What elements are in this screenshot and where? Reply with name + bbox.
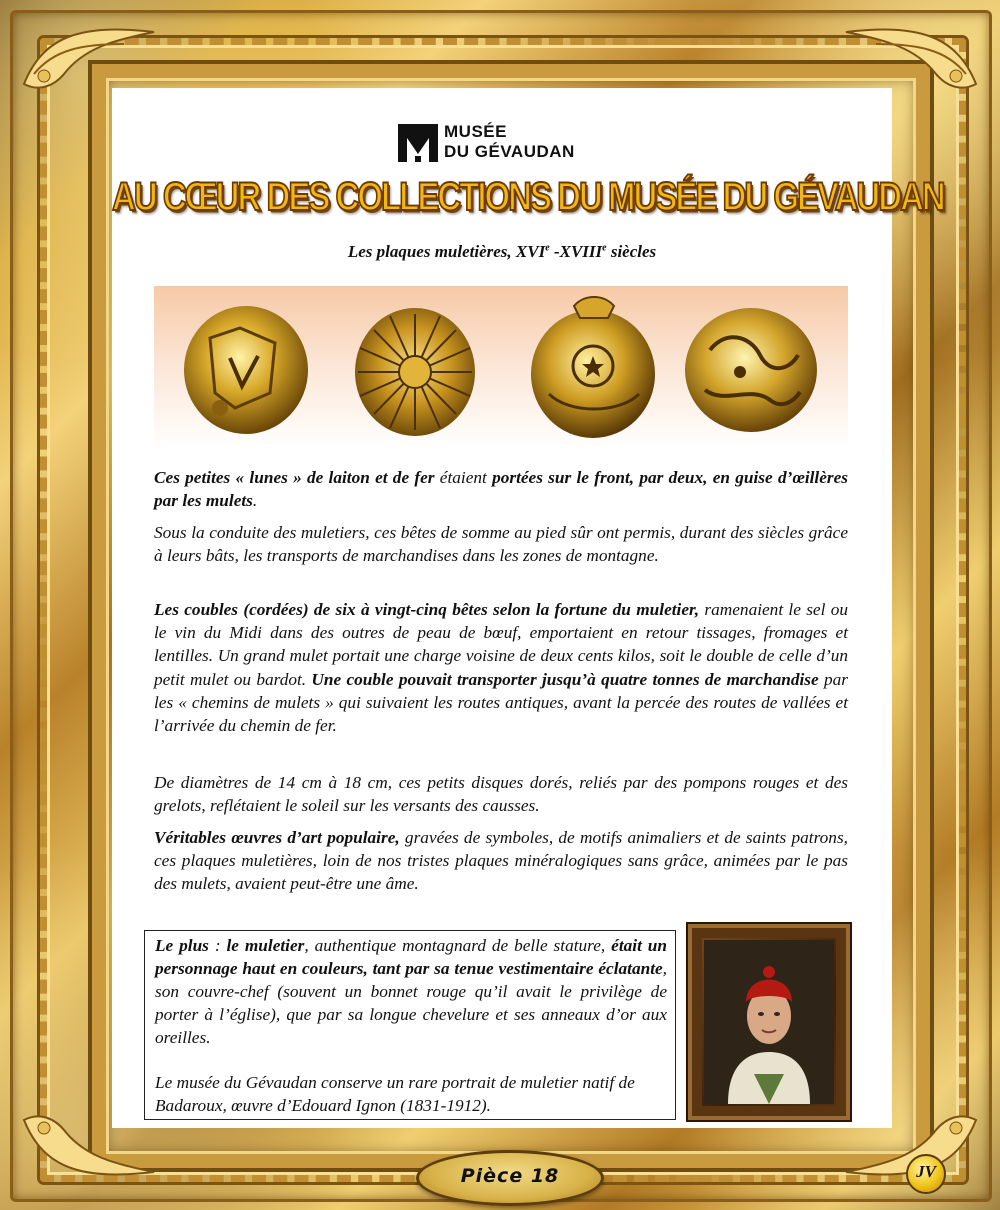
box-text-3: , son couvre-chef (souvent un bonnet rouge qu’il avait le privilège de porter à l’église), que par sa longue chevelure et ses anneaux d’or aux oreilles. — [155, 959, 667, 1047]
paragraph-1 — [154, 466, 848, 512]
plate-image-3 — [524, 294, 662, 442]
highlight-box — [144, 930, 676, 1120]
museum-logo-icon — [398, 124, 438, 162]
paragraph-3 — [154, 598, 848, 737]
box-bold-2: le muletier — [226, 936, 305, 955]
subtitle-sup2: e — [602, 242, 607, 254]
box-bold-1: Le plus — [155, 936, 209, 955]
box-bold-3: était un personnage haut en couleurs, tant par sa tenue vestimentaire éclatante — [155, 936, 667, 978]
piece-number-badge — [416, 1150, 604, 1206]
museum-logo — [398, 122, 618, 166]
monogram-text: JV — [916, 1162, 936, 1181]
paragraph-4: De diamètres de 14 cm à 18 cm, ces petits disques dorés, reliés par des pompons rouges et des grelots, reflétaient le soleil sur les versants des causses. — [154, 773, 848, 816]
piece-number-label: Pièce 18 — [460, 1165, 560, 1187]
box-paragraph-1 — [155, 934, 667, 1049]
logo-text-line1: MUSÉE — [444, 122, 507, 141]
paragraph-5 — [154, 826, 848, 896]
content-panel — [112, 88, 944, 1128]
subtitle-suffix: siècles — [606, 242, 657, 261]
plate-image-1 — [180, 298, 312, 438]
p5-text-1: gravées de symboles, de motifs animaliers et de saints patrons, ces plaques muletières, loin de nos tristes plaques minéralogiques sans grâce, animées par le pas des mulets, avaient peut-être une âme. — [154, 828, 848, 894]
p3-bold-2: Une couble pouvait transporter jusqu’à quatre tonnes de marchandise — [311, 669, 819, 689]
p1-bold-2: portées sur le front, par deux, en guise d’œillères par les mulets — [154, 468, 849, 511]
logo-text-line2: DU GÉVAUDAN — [444, 142, 575, 161]
p3-text-1: ramenaient le sel ou le vin du Midi dans des outres de peau de bœuf, emportaient en retour tissages, fromages et lentilles. Un grand mulet portait une charge voisine de deux cents kilos, soit le double de celle d’un petit mulet ou bardot. — [154, 600, 848, 689]
plates-photo-strip — [154, 286, 848, 448]
p1-bold-1: Ces petites « lunes » de laiton et de fer — [154, 468, 435, 487]
plate-image-4 — [680, 300, 822, 440]
p3-text-2: par les « chemins de mulets » qui suivaient les routes antiques, avant la percée des routes de vallées et l’arrivée du chemin de fer. — [154, 669, 848, 736]
portrait-image — [686, 922, 852, 1122]
monogram-badge — [906, 1154, 946, 1194]
page-title: AU CŒUR DES COLLECTIONS DU MUSÉE DU GÉVAUDAN — [112, 174, 944, 219]
subtitle-middle: -XVIII — [549, 242, 603, 261]
p1-text-1: étaient — [434, 468, 493, 487]
p5-bold-1: Véritables œuvres d’art populaire, — [154, 828, 400, 847]
box-text-2: , authentique montagnard de belle stature, — [304, 936, 612, 955]
portrait-painting — [688, 924, 850, 1120]
page-subtitle — [112, 242, 892, 262]
paragraph-2: Sous la conduite des muletiers, ces bêtes de somme au pied sûr ont permis, durant des siècles grâce à leurs bâts, les transports de marchandises dans les zones de montagne. — [154, 523, 848, 566]
p3-bold-1: Les coubles (cordées) de six à vingt-cinq bêtes selon la fortune du muletier, — [154, 600, 700, 619]
box-text-1: : — [208, 936, 227, 955]
subtitle-prefix: Les plaques muletières, XVI — [347, 242, 546, 261]
plate-image-2 — [350, 300, 480, 440]
subtitle-sup1: e — [545, 242, 550, 254]
box-paragraph-2: Le musée du Gévaudan conserve un rare portrait de muletier natif de Badaroux, œuvre d’Edouard Ignon (1831-1912). — [155, 1073, 635, 1115]
p1-text-2: . — [252, 491, 258, 511]
